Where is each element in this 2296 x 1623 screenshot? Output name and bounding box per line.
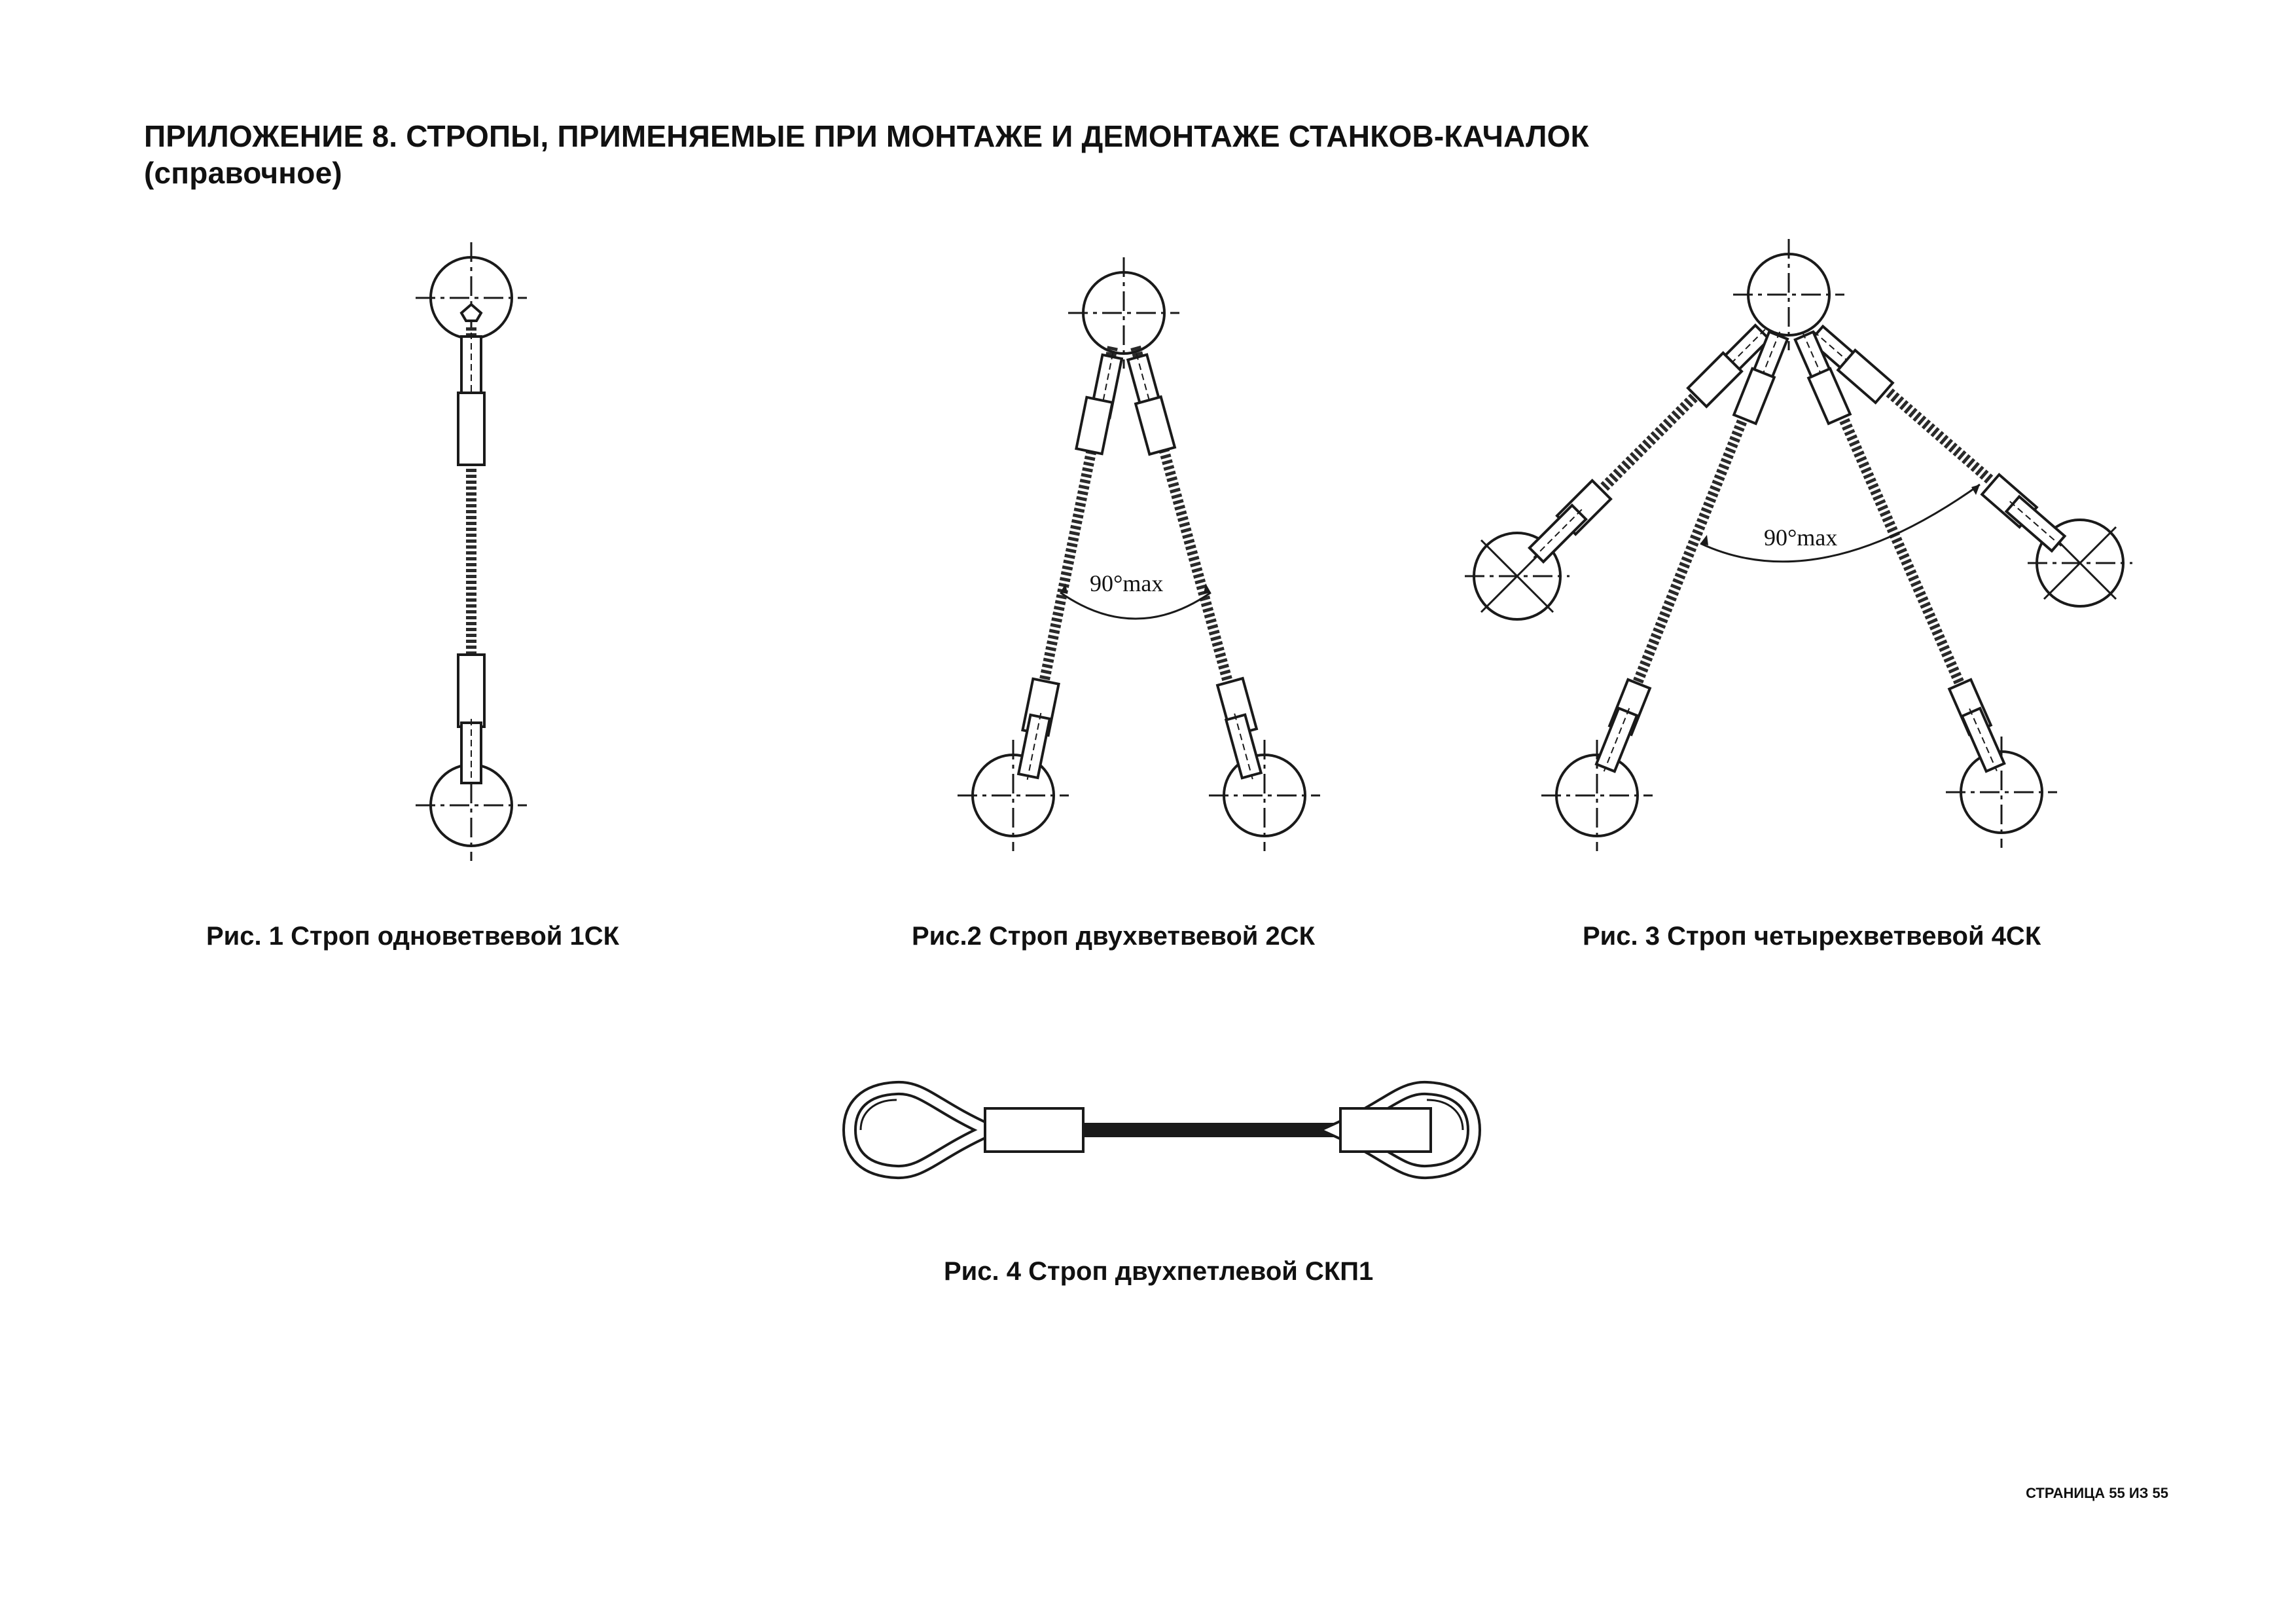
figure-2-angle-label: 90°max (1090, 570, 1164, 596)
figure-4-caption: Рис. 4 Строп двухпетлевой СКП1 (944, 1257, 1374, 1286)
figure-3-caption: Рис. 3 Строп четырехветвевой 4СК (1583, 922, 2041, 951)
figure-1-drawing (416, 242, 527, 861)
figure-3-angle-label: 90°max (1764, 524, 1838, 551)
title-line-1: ПРИЛОЖЕНИЕ 8. СТРОПЫ, ПРИМЕНЯЕМЫЕ ПРИ МОНТАЖЕ И ДЕМОНТАЖЕ СТАНКОВ-КАЧАЛОК (144, 119, 1589, 153)
figure-1-caption: Рис. 1 Строп одноветвевой 1СК (206, 922, 620, 951)
title-line-2: (справочное) (144, 156, 342, 190)
figure-4-drawing (850, 1088, 1474, 1172)
figure-2-drawing (958, 257, 1320, 851)
page-number: СТРАНИЦА 55 ИЗ 55 (2026, 1485, 2168, 1501)
figure-2-caption: Рис.2 Строп двухветвевой 2СК (912, 922, 1315, 951)
